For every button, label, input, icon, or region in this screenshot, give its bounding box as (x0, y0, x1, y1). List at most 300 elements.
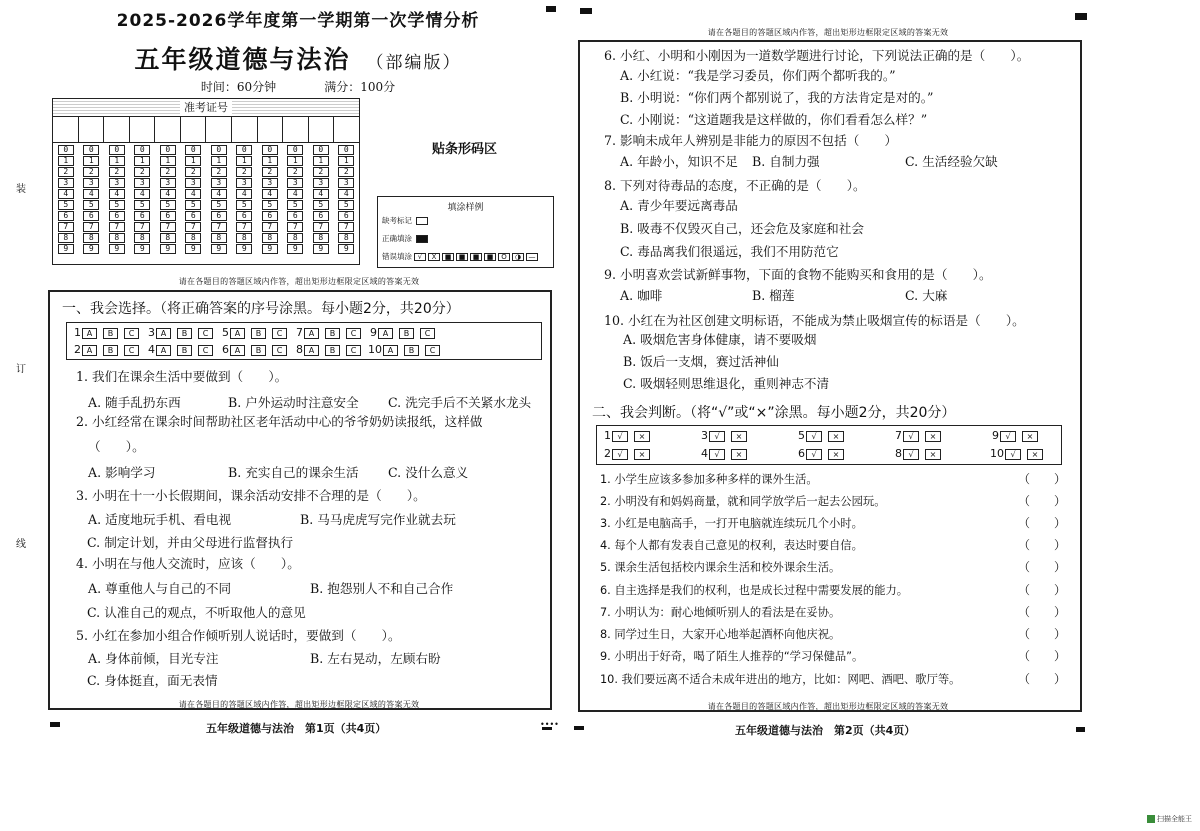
digit-bubble[interactable]: 6 (58, 211, 74, 221)
judgment-answer-paren[interactable]: （ ） (1018, 560, 1067, 574)
exam-id-grid (52, 98, 360, 265)
digit-bubble[interactable]: 1 (160, 156, 176, 166)
digit-bubble[interactable]: 1 (83, 156, 99, 166)
digit-bubble[interactable]: 5 (185, 200, 201, 210)
id-cell[interactable] (206, 117, 232, 142)
digit-bubble[interactable]: 5 (109, 200, 125, 210)
answer-bubble[interactable]: C (420, 328, 435, 339)
answer-bubble[interactable]: B (251, 328, 266, 339)
tf-bubble[interactable]: × (828, 449, 844, 460)
digit-bubble[interactable]: 1 (236, 156, 252, 166)
digit-bubble[interactable]: 0 (338, 145, 354, 155)
digit-bubble[interactable]: 3 (134, 178, 150, 188)
digit-bubble[interactable]: 7 (160, 222, 176, 232)
answer-bubble[interactable]: A (378, 328, 393, 339)
judgment-answer-paren[interactable]: （ ） (1018, 672, 1067, 686)
digit-bubble[interactable]: 1 (58, 156, 74, 166)
option-a: A. 吸烟危害身体健康，请不要吸烟 (623, 332, 817, 347)
wrong-fill-sample: ■ (442, 253, 454, 261)
answer-number: 2 (604, 447, 611, 460)
digit-bubble[interactable]: 5 (211, 200, 227, 210)
tf-bubble[interactable]: √ (1000, 431, 1016, 442)
judgment-answer-paren[interactable]: （ ） (1018, 494, 1067, 508)
digit-bubble[interactable]: 9 (134, 244, 150, 254)
choice-answer-grid (66, 322, 542, 360)
digit-bubble[interactable]: 9 (185, 244, 201, 254)
tf-bubble[interactable]: √ (709, 449, 725, 460)
id-cell[interactable] (334, 117, 359, 142)
tf-answer-grid (596, 425, 1062, 465)
digit-bubble[interactable]: 7 (262, 222, 278, 232)
digit-bubble[interactable]: 8 (134, 233, 150, 243)
tf-bubble[interactable]: × (1022, 431, 1038, 442)
wrong-fill-sample: — (526, 253, 538, 261)
answer-bubble[interactable]: B (325, 328, 340, 339)
digit-bubble[interactable]: 8 (338, 233, 354, 243)
option-b: B. 马马虎虎写完作业就去玩 (300, 512, 456, 527)
digit-bubble[interactable]: 4 (58, 189, 74, 199)
answer-area-notice: 请在各题目的答题区域内作答，超出矩形边框限定区域的答案无效 (178, 700, 420, 709)
digit-bubble[interactable]: 7 (185, 222, 201, 232)
tf-bubble[interactable]: √ (903, 449, 919, 460)
answer-bubble[interactable]: A (82, 345, 97, 356)
judgment-item: 10. 我们要远离不适合未成年进出的地方，比如：网吧、酒吧、歌厅等。 (600, 673, 961, 686)
digit-bubble[interactable]: 5 (262, 200, 278, 210)
digit-bubble[interactable]: 4 (134, 189, 150, 199)
option-b: B. 自制力强 (752, 154, 820, 169)
tf-answer-item (892, 429, 989, 442)
digit-bubble[interactable]: 2 (109, 167, 125, 177)
digit-bubble[interactable]: 7 (83, 222, 99, 232)
digit-bubble[interactable]: 1 (262, 156, 278, 166)
digit-column (334, 145, 360, 255)
digit-bubble[interactable]: 6 (134, 211, 150, 221)
sample-wrong-row: 错误填涂 √ X ■ ■ ■ ■ O ◑ — (382, 251, 538, 262)
tf-answer-item (698, 447, 795, 460)
digit-bubble[interactable]: 3 (109, 178, 125, 188)
barcode-area: 贴条形码区 (432, 142, 498, 157)
tf-answer-item (795, 447, 892, 460)
answer-number: 6 (222, 343, 229, 356)
digit-bubble[interactable]: 0 (109, 145, 125, 155)
digit-bubble[interactable]: 9 (287, 244, 303, 254)
exam-score: 满分：100分 (324, 80, 396, 94)
tf-bubble[interactable]: × (1027, 449, 1043, 460)
digit-bubble[interactable]: 9 (160, 244, 176, 254)
exam-id-digit-bubbles (53, 145, 359, 255)
option-a: A. 影响学习 (88, 465, 156, 480)
answer-bubble[interactable]: C (124, 328, 139, 339)
digit-bubble[interactable]: 9 (262, 244, 278, 254)
id-cell[interactable] (53, 117, 79, 142)
id-cell[interactable] (79, 117, 105, 142)
digit-bubble[interactable]: 3 (262, 178, 278, 188)
option-a: A. 适度地玩手机、看电视 (88, 512, 232, 527)
tf-answer-item (601, 429, 698, 442)
answer-number: 6 (798, 447, 805, 460)
digit-bubble[interactable]: 5 (83, 200, 99, 210)
question-stem-cont: （ ）。 (88, 439, 145, 454)
choice-answer-item (367, 326, 441, 339)
digit-bubble[interactable]: 0 (83, 145, 99, 155)
sample-correct-row: 正确填涂 (382, 233, 428, 244)
answer-number: 5 (222, 326, 229, 339)
digit-bubble[interactable]: 7 (58, 222, 74, 232)
tf-answer-item (601, 447, 698, 460)
judgment-item: 9. 小明出于好奇，喝了陌生人推荐的“学习保健品”。 (600, 650, 864, 663)
digit-bubble[interactable]: 5 (236, 200, 252, 210)
digit-bubble[interactable]: 0 (58, 145, 74, 155)
digit-column (308, 145, 334, 255)
digit-bubble[interactable]: 3 (287, 178, 303, 188)
digit-bubble[interactable]: 4 (160, 189, 176, 199)
answer-number: 4 (148, 343, 155, 356)
option-a: A. 尊重他人与自己的不同 (88, 581, 232, 596)
option-a: A. 青少年要远离毒品 (620, 198, 738, 213)
digit-bubble[interactable]: 6 (109, 211, 125, 221)
answer-bubble[interactable]: B (399, 328, 414, 339)
digit-bubble[interactable]: 8 (287, 233, 303, 243)
answer-bubble[interactable]: C (425, 345, 440, 356)
fill-sample-title: 填涂样例 (447, 203, 484, 213)
id-cell[interactable] (309, 117, 335, 142)
wrong-fill-sample: O (498, 253, 510, 261)
digit-bubble[interactable]: 0 (134, 145, 150, 155)
digit-bubble[interactable]: 7 (211, 222, 227, 232)
digit-bubble[interactable]: 9 (236, 244, 252, 254)
digit-column (283, 145, 309, 255)
digit-bubble[interactable]: 2 (236, 167, 252, 177)
question-stem: 7. 影响未成年人辨别是非能力的原因不包括（ ） (604, 133, 898, 148)
answer-number: 10 (368, 343, 382, 356)
exam-time: 时间：60分钟 (200, 80, 277, 94)
digit-bubble[interactable]: 3 (211, 178, 227, 188)
digit-bubble[interactable]: 4 (338, 189, 354, 199)
digit-bubble[interactable]: 8 (313, 233, 329, 243)
tf-answer-item (795, 429, 892, 442)
digit-bubble[interactable]: 3 (160, 178, 176, 188)
digit-bubble[interactable]: 6 (313, 211, 329, 221)
digit-bubble[interactable]: 7 (236, 222, 252, 232)
digit-bubble[interactable]: 5 (338, 200, 354, 210)
tf-bubble[interactable]: × (634, 449, 650, 460)
choice-answer-item (71, 326, 145, 339)
exam-title: 2025-2026学年度第一学期第一次学情分析 (116, 11, 480, 31)
tf-bubble[interactable]: × (828, 431, 844, 442)
answer-bubble[interactable]: C (346, 328, 361, 339)
absent-mark-box[interactable] (416, 217, 428, 225)
judgment-answer-paren[interactable]: （ ） (1018, 583, 1067, 597)
tf-bubble[interactable]: × (731, 449, 747, 460)
tf-bubble[interactable]: × (731, 431, 747, 442)
option-b: B. 充实自己的课余生活 (228, 465, 359, 480)
answer-bubble[interactable]: A (230, 345, 245, 356)
subject: 五年级道德与法治 (134, 45, 351, 74)
judgment-item: 7. 小明认为：耐心地倾听别人的看法是在妥协。 (600, 606, 841, 619)
tf-answer-item (989, 429, 1086, 442)
digit-bubble[interactable]: 5 (160, 200, 176, 210)
judgment-answer-paren[interactable]: （ ） (1018, 627, 1067, 641)
tf-answer-item (698, 429, 795, 442)
tf-bubble[interactable]: √ (806, 431, 822, 442)
digit-bubble[interactable]: 1 (211, 156, 227, 166)
exam-id-write-cells (53, 117, 359, 143)
judgment-item: 5. 课余生活包括校内课余生活和校外课余生活。 (600, 561, 841, 574)
answer-bubble[interactable]: B (103, 328, 118, 339)
digit-bubble[interactable]: 3 (185, 178, 201, 188)
digit-bubble[interactable]: 6 (83, 211, 99, 221)
digit-bubble[interactable]: 8 (109, 233, 125, 243)
digit-bubble[interactable]: 4 (262, 189, 278, 199)
answer-bubble[interactable]: C (272, 345, 287, 356)
judgment-item: 2. 小明没有和妈妈商量，就和同学放学后一起去公园玩。 (600, 495, 886, 508)
judgment-answer-paren[interactable]: （ ） (1018, 472, 1067, 486)
answer-number: 2 (74, 343, 81, 356)
digit-bubble[interactable]: 8 (160, 233, 176, 243)
digit-bubble[interactable]: 3 (338, 178, 354, 188)
answer-bubble[interactable]: A (383, 345, 398, 356)
digit-bubble[interactable]: 1 (313, 156, 329, 166)
digit-bubble[interactable]: 4 (211, 189, 227, 199)
id-cell[interactable] (155, 117, 181, 142)
digit-bubble[interactable]: 2 (338, 167, 354, 177)
answer-bubble[interactable]: A (304, 328, 319, 339)
digit-bubble[interactable]: 9 (83, 244, 99, 254)
tf-bubble[interactable]: × (925, 431, 941, 442)
wrong-fill-sample: √ (414, 253, 426, 261)
judgment-answer-paren[interactable]: （ ） (1018, 649, 1067, 663)
digit-bubble[interactable]: 7 (313, 222, 329, 232)
filled-box-icon (416, 235, 428, 243)
digit-column (257, 145, 283, 255)
digit-bubble[interactable]: 3 (313, 178, 329, 188)
scanner-watermark: 扫描全能王 (1147, 814, 1192, 824)
answer-number: 9 (992, 429, 999, 442)
digit-bubble[interactable]: 4 (287, 189, 303, 199)
section2-title: 二、我会判断。（将“√”或“×”涂黑。每小题2分，共20分） (592, 405, 956, 421)
digit-column (232, 145, 258, 255)
digit-bubble[interactable]: 6 (185, 211, 201, 221)
answer-number: 5 (798, 429, 805, 442)
digit-bubble[interactable]: 0 (185, 145, 201, 155)
binding-char: 订 (16, 364, 26, 375)
answer-number: 9 (370, 326, 377, 339)
answer-bubble[interactable]: A (230, 328, 245, 339)
digit-bubble[interactable]: 6 (287, 211, 303, 221)
judgment-item: 4. 每个人都有发表自己意见的权利，表达时要自信。 (600, 539, 863, 552)
option-a: A. 随手乱扔东西 (88, 395, 181, 410)
digit-bubble[interactable]: 5 (134, 200, 150, 210)
digit-bubble[interactable]: 5 (287, 200, 303, 210)
digit-bubble[interactable]: 2 (287, 167, 303, 177)
answer-bubble[interactable]: A (82, 328, 97, 339)
digit-column (104, 145, 130, 255)
answer-bubble[interactable]: C (198, 328, 213, 339)
digit-bubble[interactable]: 7 (109, 222, 125, 232)
digit-column (206, 145, 232, 255)
digit-bubble[interactable]: 4 (83, 189, 99, 199)
choice-answer-item (367, 343, 446, 356)
tf-bubble[interactable]: √ (612, 431, 628, 442)
question-stem: 2. 小红经常在课余时间帮助社区老年活动中心的爷爷奶奶读报纸，这样做 (76, 414, 483, 429)
wrong-fill-sample: X (428, 253, 440, 261)
digit-bubble[interactable]: 4 (313, 189, 329, 199)
digit-bubble[interactable]: 2 (185, 167, 201, 177)
digit-bubble[interactable]: 7 (287, 222, 303, 232)
scanner-logo-icon (1147, 815, 1155, 823)
option-c: C. 制定计划，并由父母进行监督执行 (87, 535, 294, 550)
option-b: B. 小明说：“你们两个都别说了，我的方法肯定是对的。” (620, 90, 934, 105)
answer-bubble[interactable]: B (177, 345, 192, 356)
digit-column (79, 145, 105, 255)
tf-bubble[interactable]: × (925, 449, 941, 460)
digit-bubble[interactable]: 8 (211, 233, 227, 243)
tf-bubble[interactable]: √ (612, 449, 628, 460)
digit-bubble[interactable]: 3 (58, 178, 74, 188)
question-stem: 4. 小明在与他人交流时，应该（ ）。 (76, 556, 300, 571)
choice-answer-item (293, 343, 367, 356)
tf-answer-item (989, 447, 1091, 460)
id-cell[interactable] (283, 117, 309, 142)
answer-bubble[interactable]: C (124, 345, 139, 356)
sample-absent-row: 缺考标记 (382, 215, 428, 226)
answer-bubble[interactable]: A (156, 328, 171, 339)
tf-bubble[interactable]: √ (709, 431, 725, 442)
digit-bubble[interactable]: 0 (160, 145, 176, 155)
digit-bubble[interactable]: 0 (236, 145, 252, 155)
digit-bubble[interactable]: 6 (338, 211, 354, 221)
dots: •••• (540, 720, 559, 729)
answer-bubble[interactable]: A (304, 345, 319, 356)
exam-id-header: 准考证号 (53, 99, 359, 117)
digit-bubble[interactable]: 1 (287, 156, 303, 166)
digit-bubble[interactable]: 1 (185, 156, 201, 166)
answer-bubble[interactable]: B (325, 345, 340, 356)
digit-bubble[interactable]: 3 (236, 178, 252, 188)
digit-bubble[interactable]: 6 (262, 211, 278, 221)
judgment-answer-paren[interactable]: （ ） (1018, 516, 1067, 530)
judgment-item: 1. 小学生应该多参加多种多样的课外生活。 (600, 473, 818, 486)
question-stem: 3. 小明在十一小长假期间，课余活动安排不合理的是（ ）。 (76, 488, 426, 503)
digit-bubble[interactable]: 2 (262, 167, 278, 177)
digit-bubble[interactable]: 7 (338, 222, 354, 232)
option-c: C. 身体挺直，面无表情 (87, 673, 218, 688)
digit-bubble[interactable]: 9 (313, 244, 329, 254)
judgment-answer-paren[interactable]: （ ） (1018, 538, 1067, 552)
option-b: B. 饭后一支烟，赛过活神仙 (623, 354, 779, 369)
judgment-item: 8. 同学过生日，大家开心地举起酒杯向他庆祝。 (600, 628, 841, 641)
digit-bubble[interactable]: 6 (211, 211, 227, 221)
id-cell[interactable] (104, 117, 130, 142)
option-a: A. 身体前倾，目光专注 (88, 651, 219, 666)
digit-bubble[interactable]: 5 (313, 200, 329, 210)
answer-bubble[interactable]: A (156, 345, 171, 356)
judgment-answer-paren[interactable]: （ ） (1018, 605, 1067, 619)
subject-title (48, 40, 548, 76)
digit-bubble[interactable]: 9 (109, 244, 125, 254)
option-a: A. 小红说：“我是学习委员，你们两个都听我的。” (620, 68, 896, 83)
digit-bubble[interactable]: 4 (185, 189, 201, 199)
digit-bubble[interactable]: 0 (211, 145, 227, 155)
digit-bubble[interactable]: 2 (313, 167, 329, 177)
digit-bubble[interactable]: 4 (236, 189, 252, 199)
wrong-fill-sample: ◑ (512, 253, 524, 261)
digit-bubble[interactable]: 2 (58, 167, 74, 177)
option-c: C. 毒品离我们很遥远，我们不用防范它 (620, 244, 839, 259)
id-cell[interactable] (232, 117, 258, 142)
tf-bubble[interactable]: √ (1005, 449, 1021, 460)
option-b: B. 左右晃动，左顾右盼 (310, 651, 441, 666)
answer-bubble[interactable]: C (346, 345, 361, 356)
digit-bubble[interactable]: 9 (58, 244, 74, 254)
digit-bubble[interactable]: 2 (134, 167, 150, 177)
digit-column (181, 145, 207, 255)
digit-bubble[interactable]: 8 (236, 233, 252, 243)
answer-bubble[interactable]: B (103, 345, 118, 356)
timing-mark (1076, 727, 1085, 732)
digit-bubble[interactable]: 0 (313, 145, 329, 155)
tf-bubble[interactable]: × (634, 431, 650, 442)
question-stem: 1. 我们在课余生活中要做到（ ）。 (76, 369, 288, 384)
digit-bubble[interactable]: 1 (134, 156, 150, 166)
wrong-fill-sample: ■ (456, 253, 468, 261)
answer-bubble[interactable]: B (177, 328, 192, 339)
digit-bubble[interactable]: 4 (109, 189, 125, 199)
tf-bubble[interactable]: √ (806, 449, 822, 460)
digit-bubble[interactable]: 6 (236, 211, 252, 221)
option-a: A. 年龄小，知识不足 (620, 154, 738, 169)
question-stem: 9. 小明喜欢尝试新鲜事物，下面的食物不能购买和食用的是（ ）。 (604, 267, 992, 282)
digit-bubble[interactable]: 0 (287, 145, 303, 155)
answer-area-notice: 请在各题目的答题区域内作答，超出矩形边框限定区域的答案无效 (178, 277, 420, 286)
id-cell[interactable] (181, 117, 207, 142)
timing-mark (1075, 13, 1087, 20)
answer-bubble[interactable]: C (272, 328, 287, 339)
digit-bubble[interactable]: 8 (262, 233, 278, 243)
digit-bubble[interactable]: 8 (83, 233, 99, 243)
answer-number: 4 (701, 447, 708, 460)
answer-bubble[interactable]: B (251, 345, 266, 356)
tf-answer-item (892, 447, 989, 460)
id-cell[interactable] (258, 117, 284, 142)
digit-bubble[interactable]: 8 (58, 233, 74, 243)
answer-bubble[interactable]: B (404, 345, 419, 356)
option-c: C. 大麻 (905, 288, 948, 303)
digit-bubble[interactable]: 7 (134, 222, 150, 232)
digit-column (155, 145, 181, 255)
digit-bubble[interactable]: 5 (58, 200, 74, 210)
digit-bubble[interactable]: 6 (160, 211, 176, 221)
section1-title: 一、我会选择。（将正确答案的序号涂黑。每小题2分，共20分） (62, 301, 460, 317)
digit-bubble[interactable]: 1 (109, 156, 125, 166)
digit-bubble[interactable]: 8 (185, 233, 201, 243)
choice-answer-item (219, 343, 293, 356)
answer-number: 7 (296, 326, 303, 339)
digit-bubble[interactable]: 2 (160, 167, 176, 177)
answer-bubble[interactable]: C (198, 345, 213, 356)
digit-bubble[interactable]: 0 (262, 145, 278, 155)
digit-bubble[interactable]: 9 (211, 244, 227, 254)
digit-bubble[interactable]: 2 (83, 167, 99, 177)
digit-bubble[interactable]: 1 (338, 156, 354, 166)
digit-bubble[interactable]: 3 (83, 178, 99, 188)
digit-bubble[interactable]: 9 (338, 244, 354, 254)
tf-bubble[interactable]: √ (903, 431, 919, 442)
id-cell[interactable] (130, 117, 156, 142)
fill-sample-box (377, 196, 554, 268)
digit-bubble[interactable]: 2 (211, 167, 227, 177)
answer-area-notice: 请在各题目的答题区域内作答，超出矩形边框限定区域的答案无效 (707, 702, 949, 711)
